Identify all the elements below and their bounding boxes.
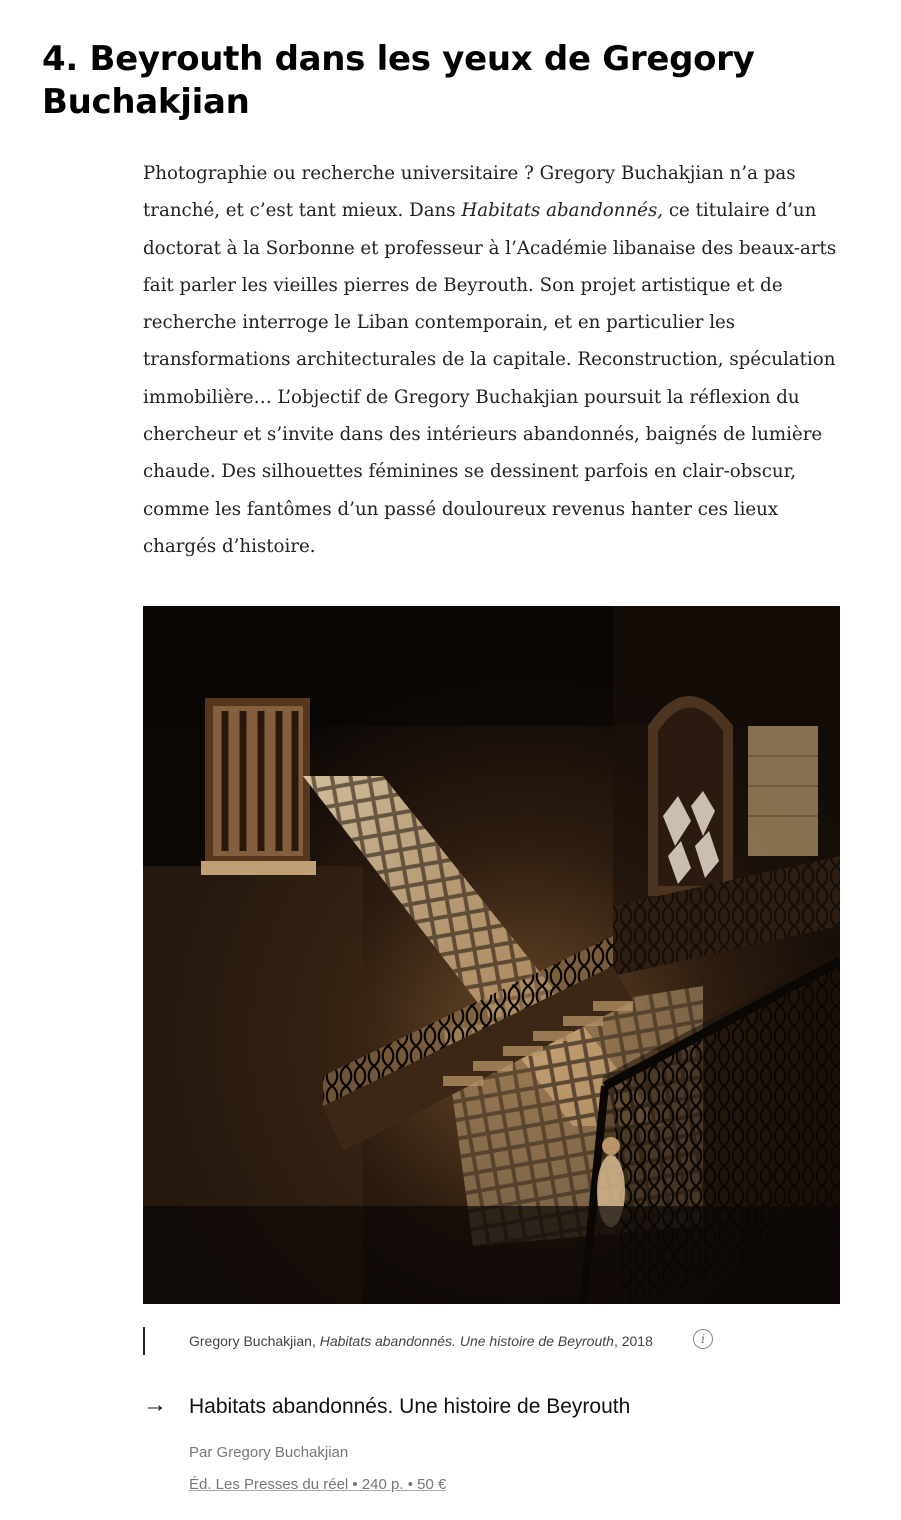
info-icon[interactable]: i [693,1329,713,1349]
caption-year: , 2018 [613,1333,653,1349]
caption-title: Habitats abandonnés. Une histoire de Beyrouth [319,1333,614,1349]
caption-author: Gregory Buchakjian, [189,1333,320,1349]
book-title: Habitats abandonnés. Une histoire de Beyrouth [189,1395,631,1418]
article-photo [143,606,840,1304]
book-edition-link[interactable]: Éd. Les Presses du réel • 240 p. • 50 € [189,1476,447,1493]
article-paragraph [143,155,848,565]
book-author: Par Gregory Buchakjian [189,1444,349,1461]
caption-text [189,1332,653,1350]
paragraph-text-1: Photographie ou recherche universitaire ? Gregory Buchakjian n’a pas tranché, et c’est tant mieux. Dans [143,163,796,222]
article-heading: 4. Beyrouth dans les yeux de Gregory Buchakjian [42,39,755,122]
paragraph-text-2: ce titulaire d’un doctorat à la Sorbonne et professeur à l’Académie libanaise des beaux-arts fait parler les vieilles pierres de Beyrouth. Son projet artistique et de recherche interroge le Liban contemporain, et en particulier les transformations architecturales de la capitale. Reconstruction, spéculation immobilière… L’objectif de Gregory Buchakjian poursuit la réflexion du chercheur et s’invite dans des intérieurs abandonnés, baignés de lumière chaude. Des silhouettes féminines se dessinent parfois en clair-obscur, comme les fantômes d’un passé douloureux revenus hanter ces lieux chargés d’histoire. [143,200,837,557]
photo-caption [143,1327,843,1357]
caption-divider [143,1327,145,1355]
paragraph-italic-title: Habitats abandonnés, [461,200,664,222]
arrow-right-icon: → [143,1391,167,1418]
